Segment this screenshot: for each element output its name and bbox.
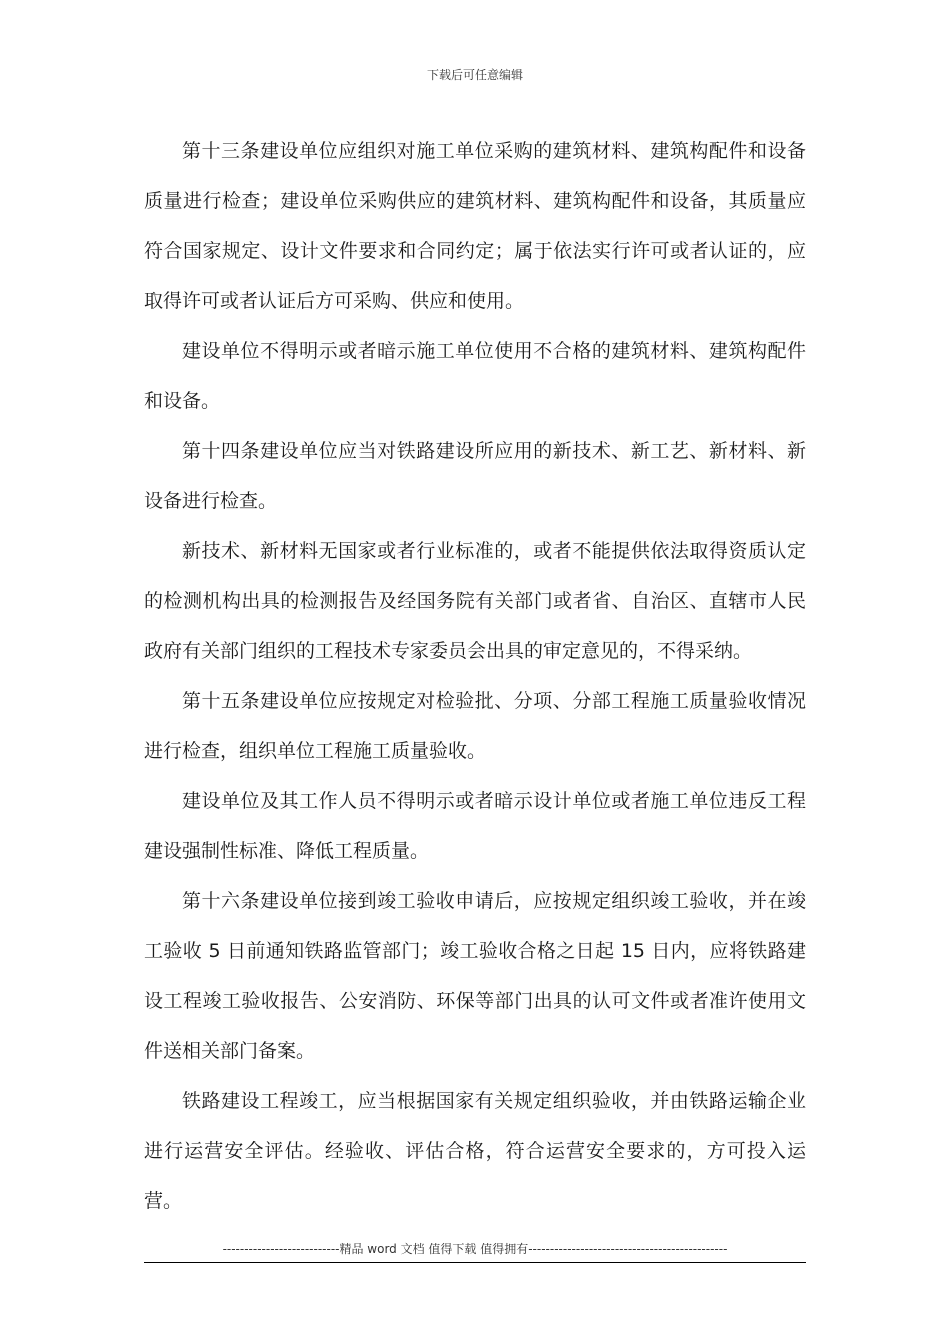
footer-divider [144, 1262, 806, 1263]
paragraph-article-13-clause-2: 建设单位不得明示或者暗示施工单位使用不合格的建筑材料、建筑构配件和设备。 [144, 340, 806, 412]
paragraph-article-13: 第十三条建设单位应组织对施工单位采购的建筑材料、建筑构配件和设备质量进行检查；建设单位采购供应的建筑材料、建筑构配件和设备，其质量应符合国家规定、设计文件要求和合同约定；属于依法实行许可或者认证的，应取得许可或者认证后方可采购、供应和使用。 [144, 140, 806, 312]
paragraph-article-14-clause-2: 新技术、新材料无国家或者行业标准的，或者不能提供依法取得资质认定的检测机构出具的检测报告及经国务院有关部门或者省、自治区、直辖市人民政府有关部门组织的工程技术专家委员会出具的审定意见的，不得采纳。 [144, 540, 806, 662]
paragraph-article-15: 第十五条建设单位应按规定对检验批、分项、分部工程施工质量验收情况进行检查，组织单位工程施工质量验收。 [144, 690, 806, 762]
page-footer: ---------------------------精品 word 文档 值得下载 值得拥有---------------------------------------------- [222, 1242, 728, 1256]
paragraph-article-16: 第十六条建设单位接到竣工验收申请后，应按规定组织竣工验收，并在竣工验收 5 日前通知铁路监管部门；竣工验收合格之日起 15 日内，应将铁路建设工程竣工验收报告、公安消防、环保等部门出具的认可文件或者准许使用文件送相关部门备案。 [144, 890, 806, 1062]
paragraph-article-14: 第十四条建设单位应当对铁路建设所应用的新技术、新工艺、新材料、新设备进行检查。 [144, 440, 806, 512]
paragraph-article-15-clause-2: 建设单位及其工作人员不得明示或者暗示设计单位或者施工单位违反工程建设强制性标准、降低工程质量。 [144, 790, 806, 862]
document-body [144, 126, 806, 1226]
page-header: 下载后可任意编辑 [426, 68, 523, 82]
paragraph-article-16-clause-2: 铁路建设工程竣工，应当根据国家有关规定组织验收，并由铁路运输企业进行运营安全评估。经验收、评估合格，符合运营安全要求的，方可投入运营。 [144, 1090, 806, 1212]
